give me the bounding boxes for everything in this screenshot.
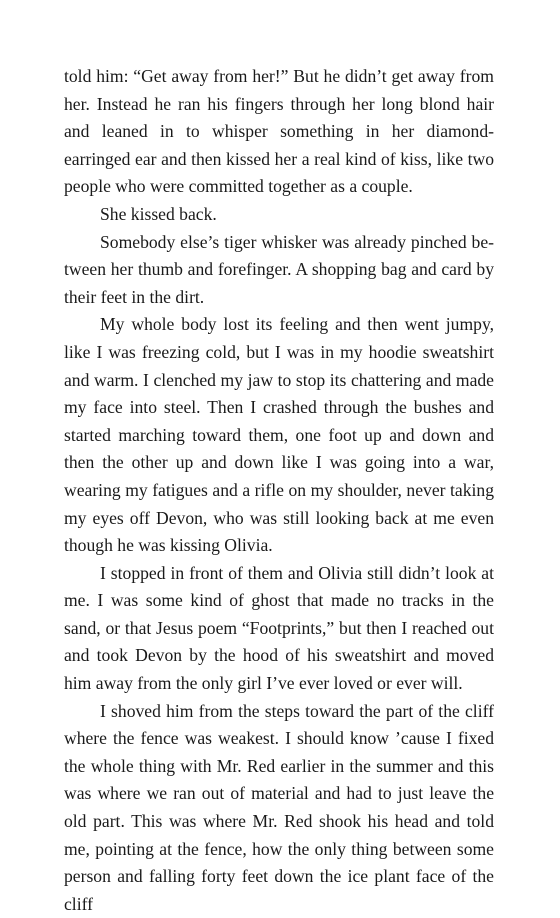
paragraph-3: Somebody else’s tiger whisker was already pinched between her thumb and forefinger. A shopping bag and card by their feet in the dirt. bbox=[64, 231, 494, 307]
paragraph-4: My whole body lost its feeling and then went jumpy, like I was freezing cold, but I was in my hoodie sweatshirt and warm. I clenched my jaw to stop its chattering and made my face into steel. Then I crashed through the bushes and started marching toward them, one foot up and down and then the other up and down like I was going into a war, wearing my fatigues and a rifle on my shoulder, never taking my eyes off Devon, who was still looking back at me even though he was kissing Olivia. bbox=[64, 314, 494, 556]
book-page-text bbox=[64, 63, 494, 918]
paragraph-1: told him: “Get away from her!” But he didn’t get away from her. Instead he ran his fingers through her long blond hair and leaned in to whisper something in her diamond-earringed ear and then kissed her a real kind of kiss, like two people who were committed together as a couple. bbox=[64, 66, 494, 197]
paragraph-6: I shoved him from the steps toward the part of the cliff where the fence was weakest. I should know ’cause I fixed the whole thing with Mr. Red earlier in the summer and this was where we ran out of material and had to just leave the old part. This was where Mr. Red shook his head and told me, pointing at the fence, how the only thing between some person and falling forty feet down the ice plant face of the cliff bbox=[64, 700, 494, 914]
paragraph-5: I stopped in front of them and Olivia still didn’t look at me. I was some kind of ghost that made no tracks in the sand, or that Jesus poem “Footprints,” but then I reached out and took Devon by the hood of his sweatshirt and moved him away from the only girl I’ve ever loved or ever will. bbox=[64, 562, 494, 694]
paragraph-2: She kissed back. bbox=[100, 203, 217, 224]
